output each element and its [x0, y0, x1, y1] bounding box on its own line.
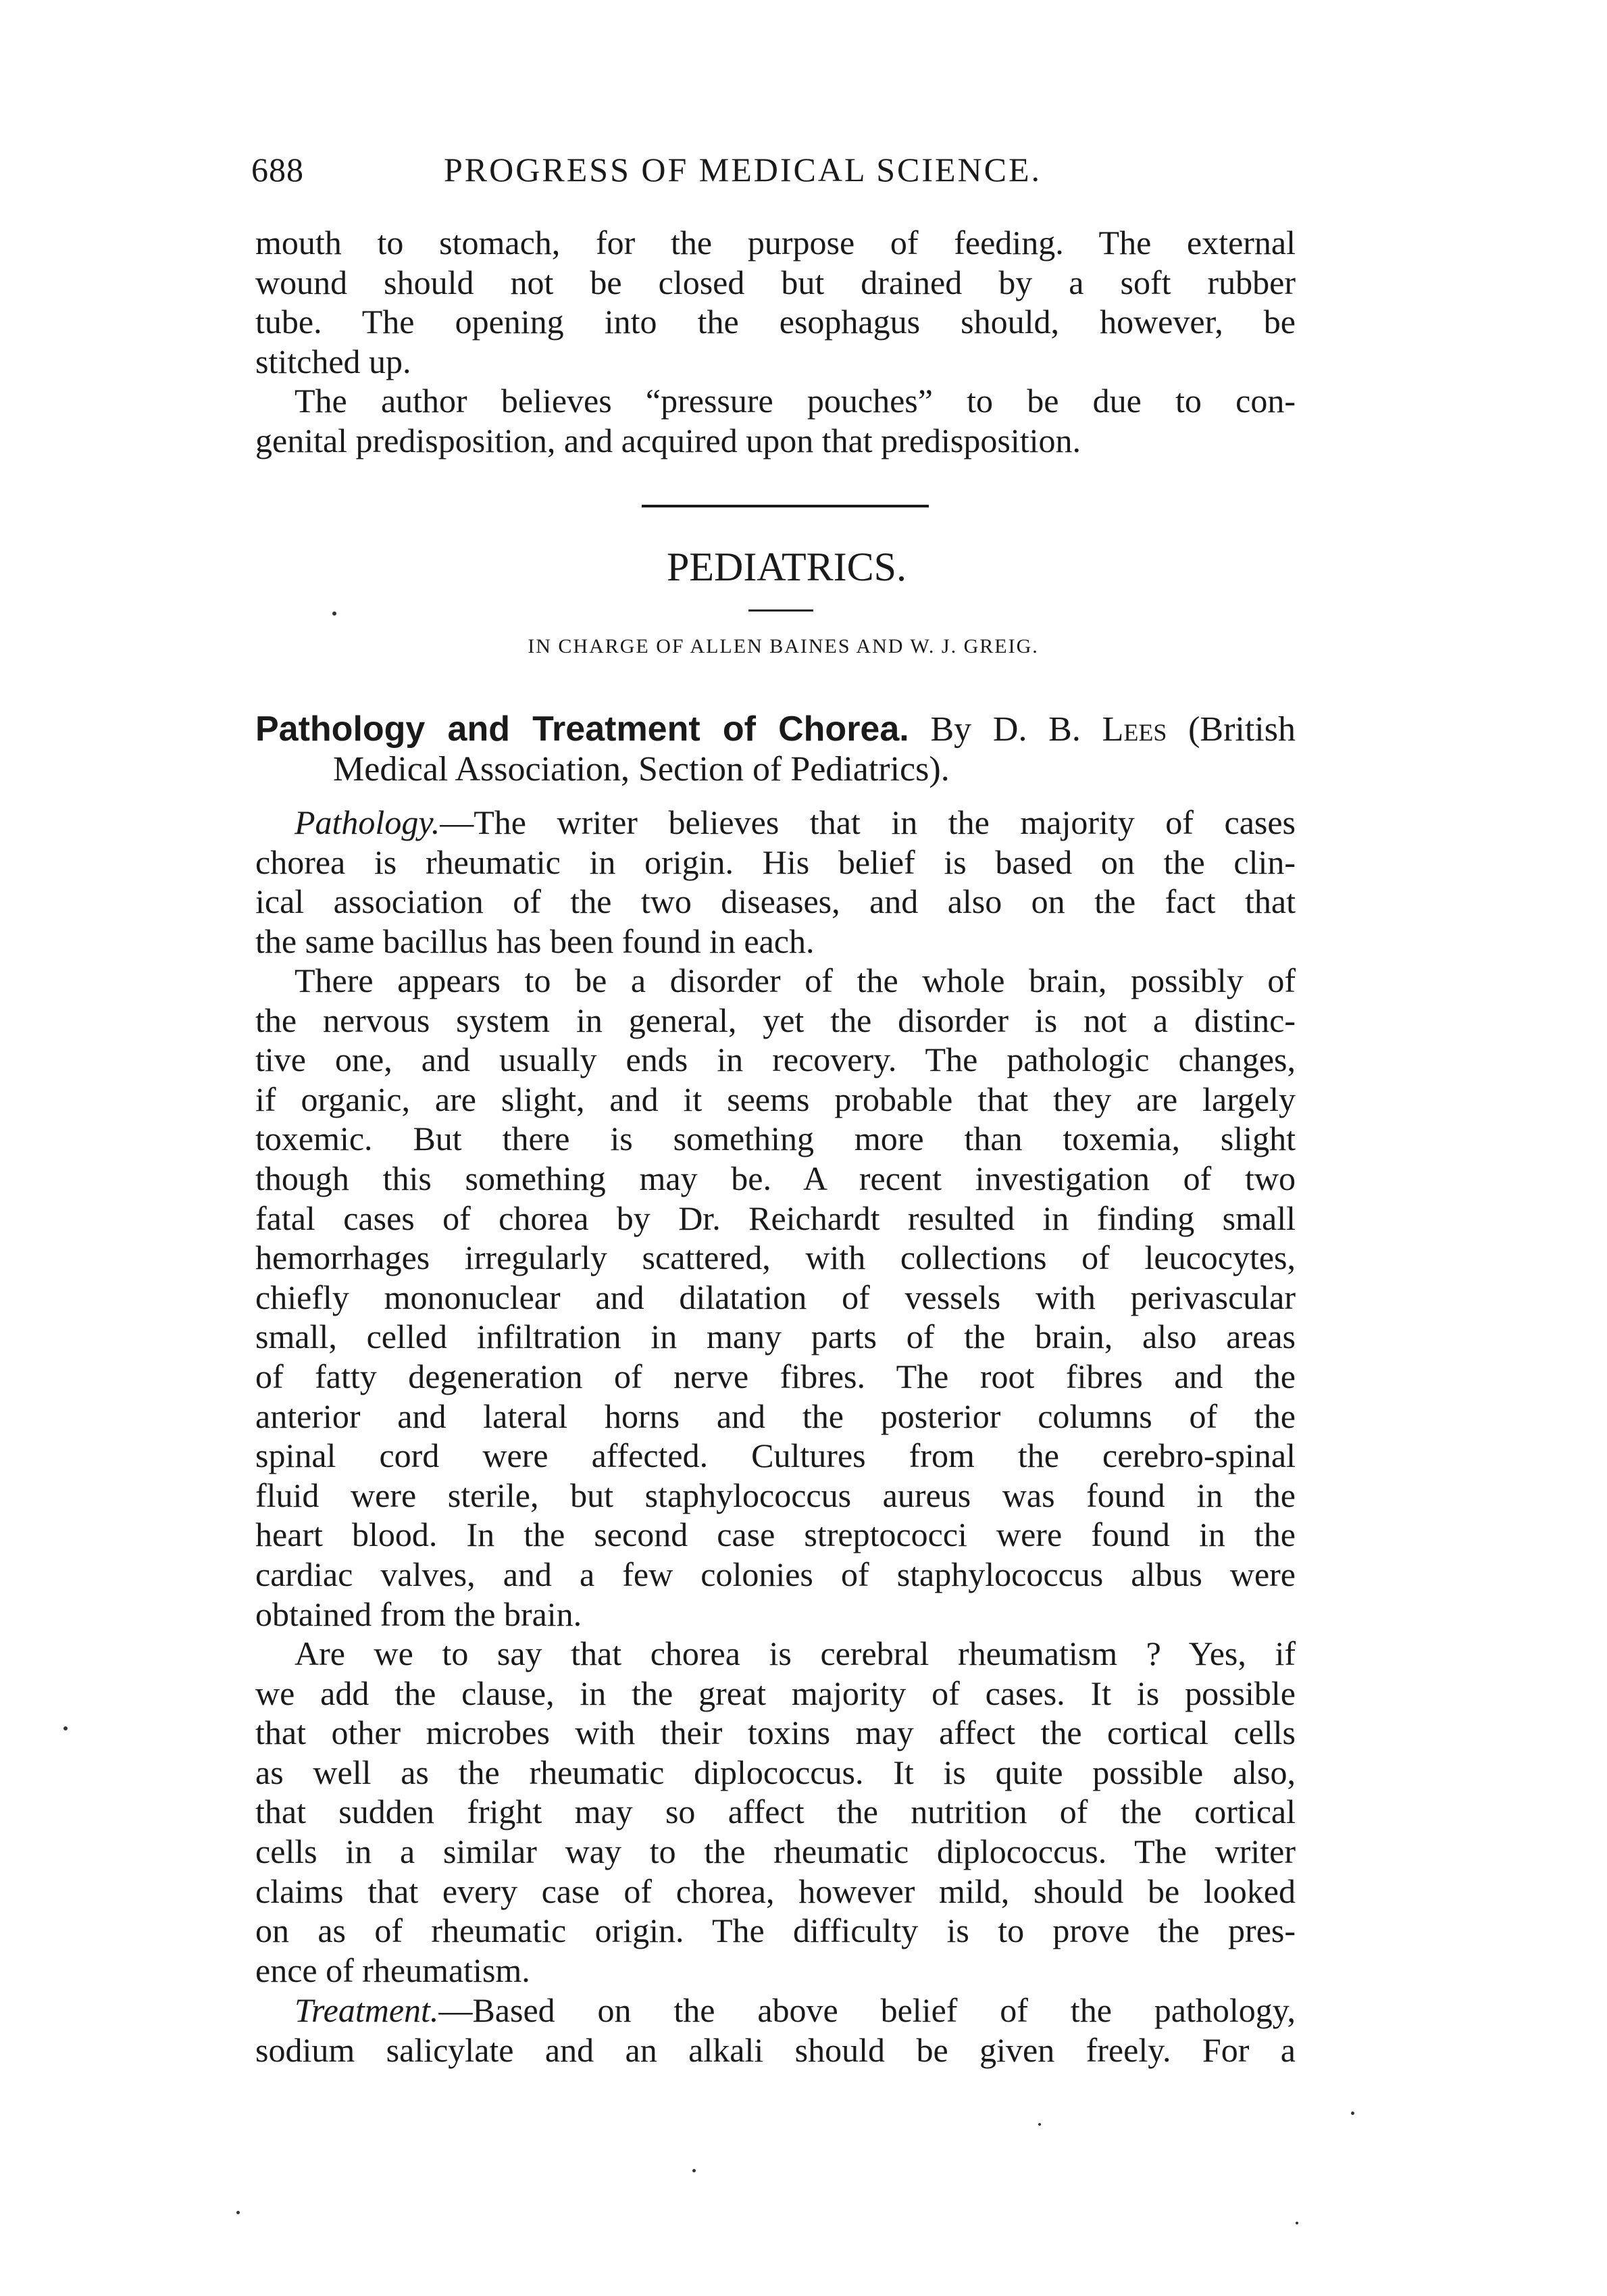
running-title: PROGRESS OF MEDICAL SCIENCE.: [444, 151, 1042, 189]
text-line: we add the clause, in the great majority of cases. It is possible: [255, 1674, 1296, 1712]
article-title: Pathology and Treatment of Chorea.: [255, 709, 909, 749]
text-line: the same bacillus has been found in each.: [255, 922, 815, 960]
article-heading-line: [255, 709, 1296, 750]
text-line: stitched up.: [255, 342, 411, 380]
text-line: the nervous system in general, yet the disorder is not a distinc-: [255, 1001, 1296, 1039]
text-line: of fatty degeneration of nerve fibres. The root fibres and the: [255, 1357, 1296, 1395]
text-line: ence of rheumatism.: [255, 1951, 530, 1989]
text-line: Are we to say that chorea is cerebral rheumatism ? Yes, if: [295, 1634, 1296, 1672]
text-line: that sudden fright may so affect the nutrition of the cortical: [255, 1793, 1296, 1831]
print-speck: [1351, 2112, 1354, 2115]
article-source-start: (British: [1188, 710, 1296, 749]
article-author: Lees: [1102, 710, 1167, 749]
text-line: There appears to be a disorder of the whole brain, possibly of: [295, 962, 1296, 999]
text-line: as well as the rheumatic diplococcus. It is quite possible also,: [255, 1753, 1296, 1791]
section-title: PEDIATRICS.: [666, 545, 907, 589]
print-speck: [1296, 2222, 1298, 2224]
print-speck: [63, 1726, 68, 1730]
text-line: mouth to stomach, for the purpose of feeding. The external: [255, 224, 1296, 261]
article-source: Medical Association, Section of Pediatrics).: [333, 749, 950, 789]
text-line: [255, 1991, 1296, 2030]
running-header: [251, 150, 1123, 197]
short-rule: [748, 609, 813, 612]
print-speck: [692, 2169, 696, 2172]
text-line: claims that every case of chorea, however mild, should be looked: [255, 1872, 1296, 1910]
treatment-paragraph: [255, 1991, 1296, 2070]
cerebral-rheumatism-paragraph: [255, 1634, 1296, 1990]
text-line: heart blood. In the second case streptococci were found in the: [255, 1516, 1296, 1554]
text-line: cardiac valves, and a few colonies of staphylococcus albus were: [255, 1555, 1296, 1593]
text-line: small, celled infiltration in many parts of the brain, also areas: [255, 1318, 1296, 1356]
text-line: chiefly mononuclear and dilatation of vessels with perivascular: [255, 1278, 1296, 1316]
text-line: cells in a similar way to the rheumatic diplococcus. The writer: [255, 1832, 1296, 1870]
text-line: genital predisposition, and acquired upon that predisposition.: [255, 421, 1081, 459]
intro-paragraph: [255, 223, 1296, 381]
article-heading: [255, 709, 1296, 789]
page-number: 688: [251, 151, 304, 189]
text-line: that other microbes with their toxins may affect the cortical cells: [255, 1714, 1296, 1752]
pathology-paragraph: [255, 803, 1296, 961]
text-line: obtained from the brain.: [255, 1595, 582, 1633]
text-line: on as of rheumatic origin. The difficulty is to prove the pres-: [255, 1912, 1296, 1950]
text-line: toxemic. But there is something more than toxemia, slight: [255, 1120, 1296, 1158]
byline-prefix: By D. B.: [930, 710, 1081, 749]
intro-paragraph-2: [255, 381, 1296, 460]
section-divider-rule: [642, 505, 929, 507]
text-line: spinal cord were affected. Cultures from the cerebro-spinal: [255, 1437, 1296, 1475]
print-speck: [1038, 2123, 1041, 2126]
text-line: anterior and lateral horns and the posterior columns of the: [255, 1397, 1296, 1435]
text-line: fatal cases of chorea by Dr. Reichardt resulted in finding small: [255, 1199, 1296, 1237]
print-speck: [332, 612, 336, 616]
text-line: chorea is rheumatic in origin. His belief is based on the clin-: [255, 843, 1296, 881]
text-line: tube. The opening into the esophagus should, however, be: [255, 303, 1296, 341]
treatment-label: Treatment.: [295, 1991, 439, 2029]
text-line: wound should not be closed but drained by a soft rubber: [255, 263, 1296, 301]
brain-disorder-paragraph: [255, 961, 1296, 1634]
text-line: sodium salicylate and an alkali should be given freely. For a: [255, 2030, 1296, 2069]
text-line: if organic, are slight, and it seems probable that they are largely: [255, 1080, 1296, 1118]
text-line: hemorrhages irregularly scattered, with collections of leucocytes,: [255, 1239, 1296, 1277]
text-line: though this something may be. A recent investigation of two: [255, 1159, 1296, 1197]
text-line: [255, 803, 1296, 843]
print-speck: [236, 2211, 240, 2214]
text-run: —The writer believes that in the majority of cases: [440, 803, 1296, 841]
text-run: —Based on the above belief of the pathology,: [438, 1991, 1296, 2029]
text-line: The author believes “pressure pouches” to be due to con-: [295, 382, 1296, 420]
text-line: ical association of the two diseases, and also on the fact that: [255, 882, 1296, 921]
text-line: fluid were sterile, but staphylococcus aureus was found in the: [255, 1476, 1296, 1514]
text-line: tive one, and usually ends in recovery. The pathologic changes,: [255, 1041, 1296, 1079]
section-editors: IN CHARGE OF ALLEN BAINES AND W. J. GREIG.: [528, 635, 1039, 657]
pathology-label: Pathology.: [295, 803, 440, 841]
